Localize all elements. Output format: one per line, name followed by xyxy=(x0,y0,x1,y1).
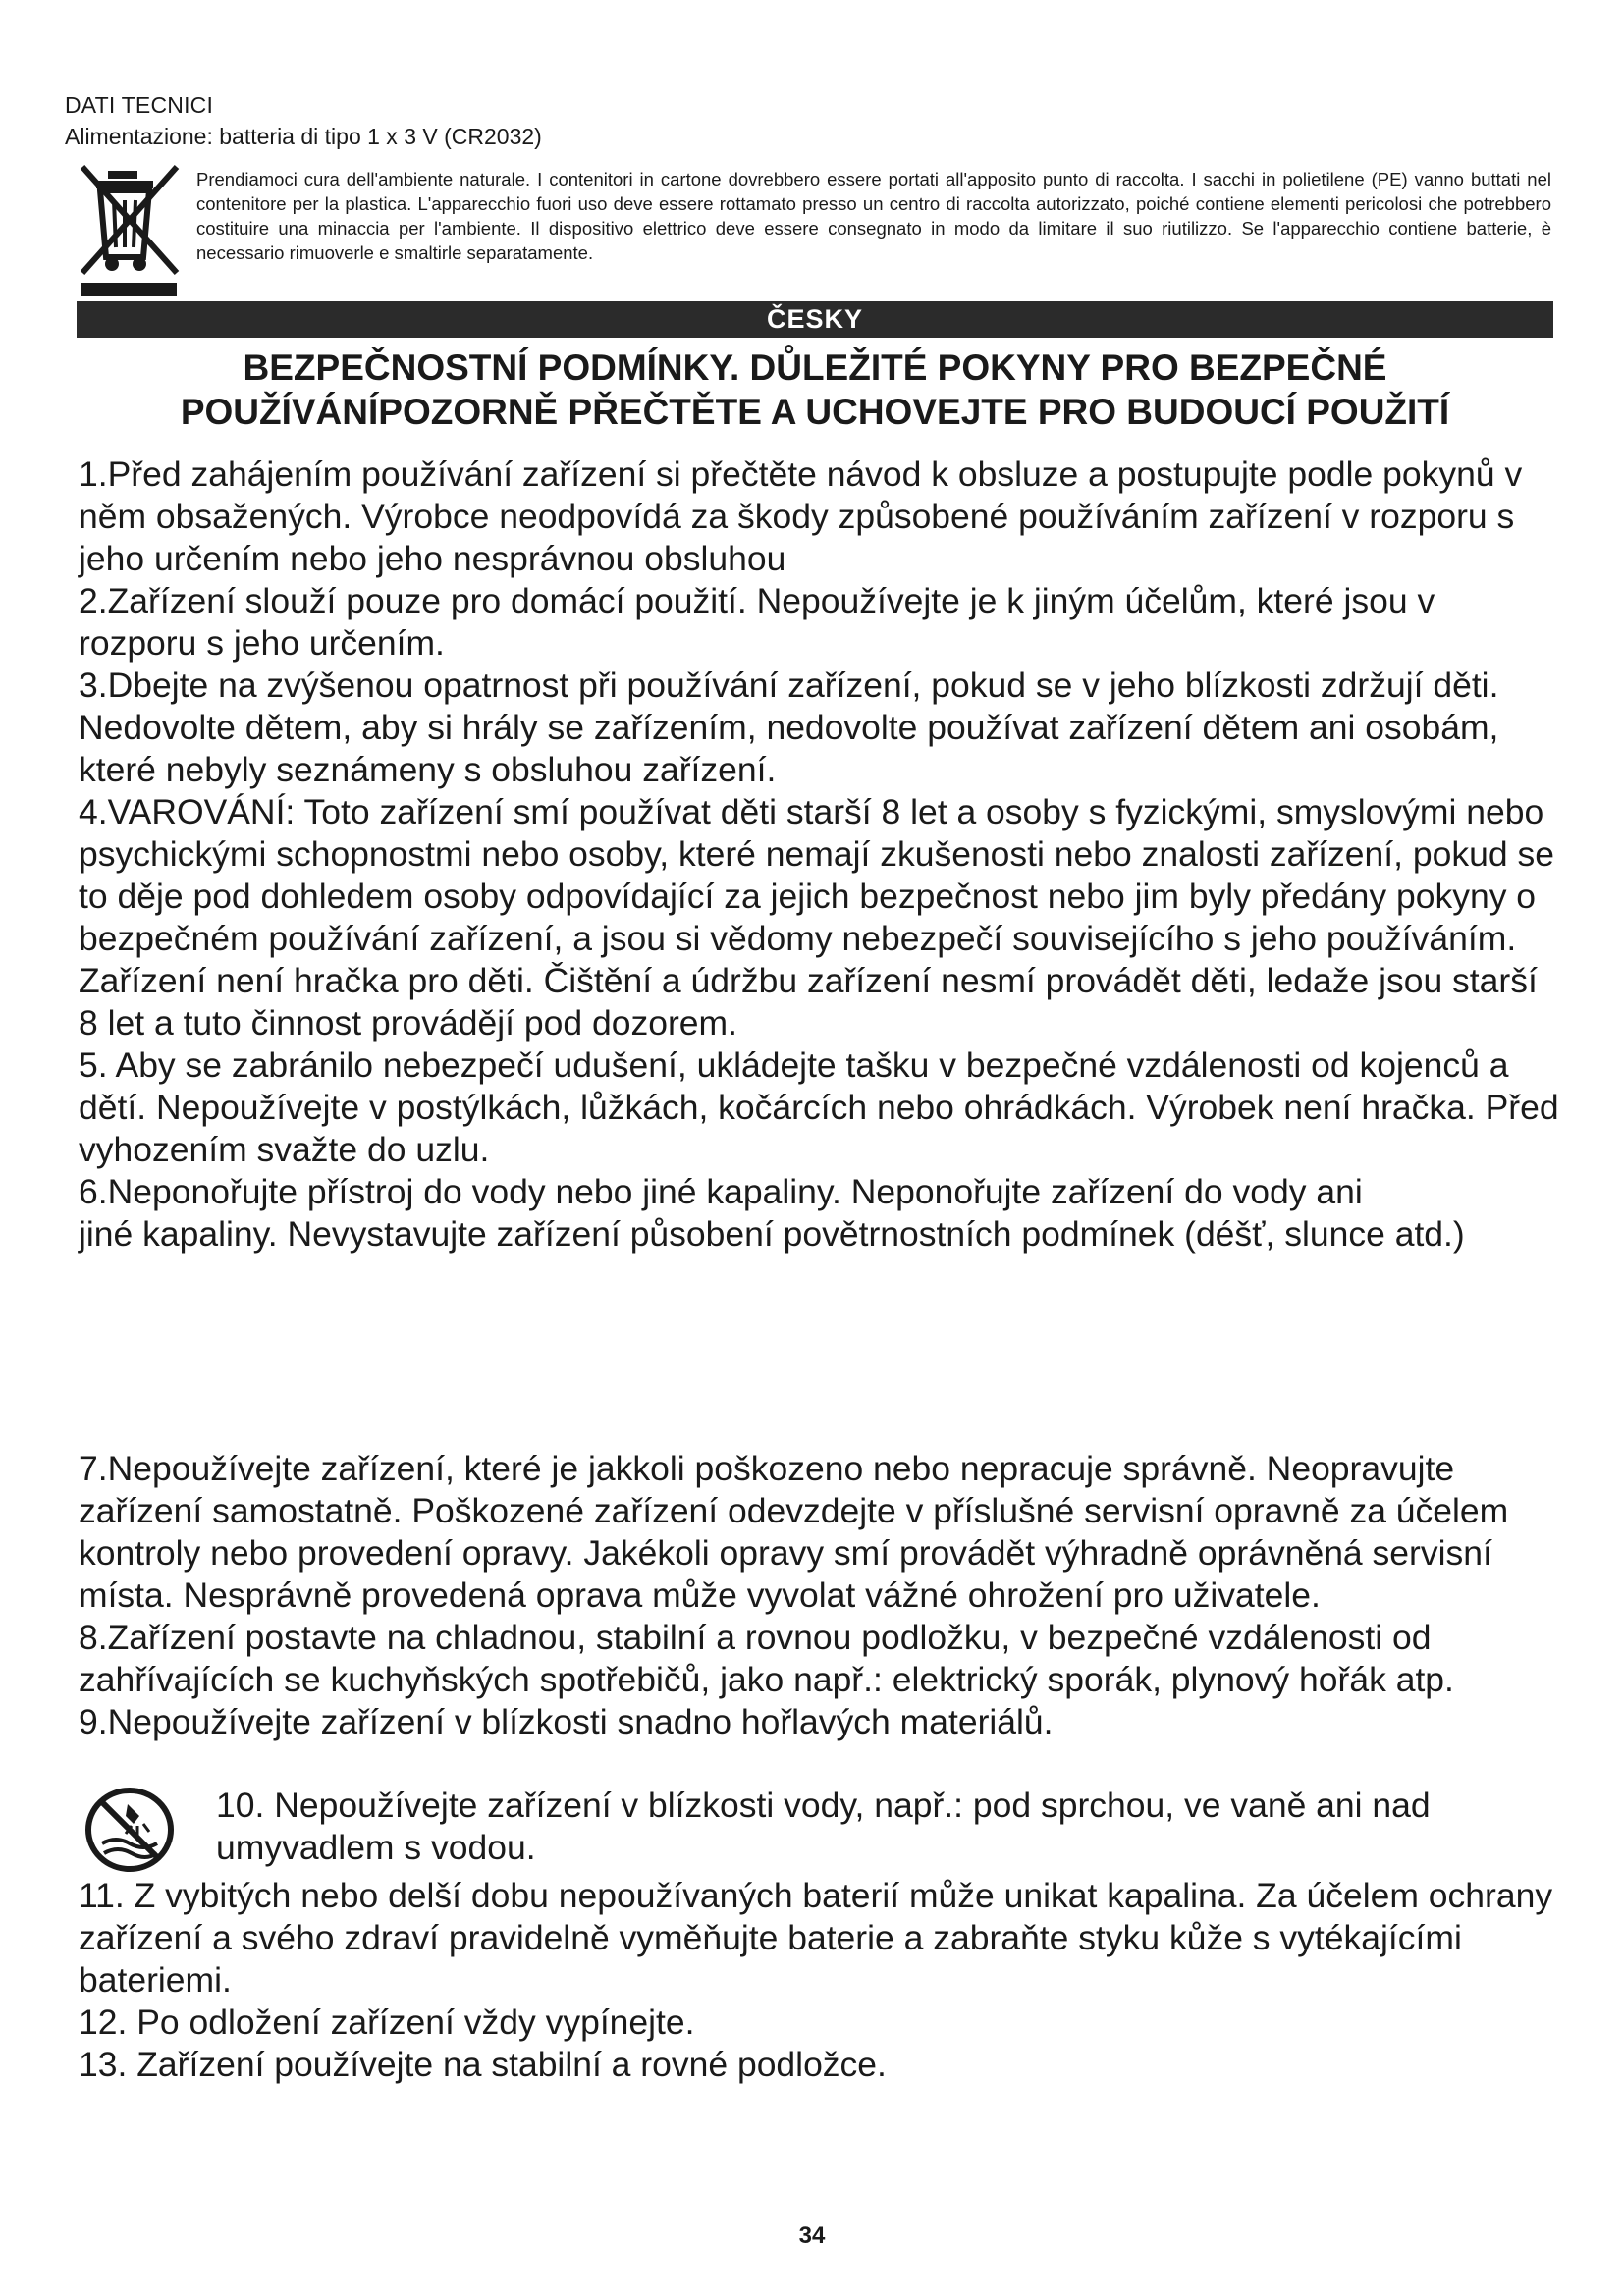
instructions-block-1 xyxy=(79,454,1561,1255)
tech-data-title: DATI TECNICI xyxy=(65,92,214,118)
language-section-bar: ČESKY xyxy=(77,301,1553,338)
power-supply-text: Alimentazione: batteria di tipo 1 x 3 V (CR2032) xyxy=(65,124,542,149)
instruction-item-with-icon xyxy=(79,1785,1561,1873)
instruction-item: jiné kapaliny. Nevystavujte zařízení působení povětrnostních podmínek (déšť, slunce atd.) xyxy=(79,1214,1465,1254)
disposal-notice: Prendiamoci cura dell'ambiente naturale. I contenitori in cartone dovrebbero essere portati all'apposito punto di raccolta. I sacchi in polietilene (PE) vanno buttati nel contenitore per la plastica. L'apparecchio fuori uso deve essere rottamato presso un centro di raccolta autorizzato, poiché contiene elementi pericolosi che potrebbero costituire una minaccia per l'ambiente. Il dispositivo elettrico deve essere consegnato in modo da limitare il suo riutilizzo. Se l'apparecchio contiene batterie, è necessario rimuoverle e smaltirle separatamente. xyxy=(196,169,1551,263)
instruction-item: 10. Nepoužívejte zařízení v blízkosti vody, např.: pod sprchou, ve vaně ani nad umyvadlem s vodou. xyxy=(216,1786,1431,1867)
instruction-item: 9.Nepoužívejte zařízení v blízkosti snadno hořlavých materiálů. xyxy=(79,1702,1054,1741)
safety-heading xyxy=(77,346,1553,434)
instruction-item: 8.Zařízení postavte na chladnou, stabilní a rovnou podložku, v bezpečné vzdálenosti od zahřívajících se kuchyňských spotřebičů, jako např.: elektrický sporák, plynový hořák atp. xyxy=(79,1618,1454,1699)
safety-heading-line-2: POUŽÍVÁNÍPOZORNĚ PŘEČTĚTE A UCHOVEJTE PRO BUDOUCÍ POUŽITÍ xyxy=(180,392,1450,432)
instruction-item: 6.Neponořujte přístroj do vody nebo jiné kapaliny. Neponořujte zařízení do vody ani xyxy=(79,1172,1363,1211)
instruction-item: 7.Nepoužívejte zařízení, které je jakkoli poškozeno nebo nepracuje správně. Neopravujte zařízení samostatně. Poškozené zařízení odevzdejte v příslušné servisní opravně za účelem kontroly nebo provedení opravy. Jakékoli opravy smí provádět výhradně oprávněná servisní místa. Nesprávně provedená oprava může vyvolat vážné ohrožení pro uživatele. xyxy=(79,1449,1509,1615)
no-water-near-icon xyxy=(82,1787,177,1873)
instruction-item: 5. Aby se zabránilo nebezpečí udušení, ukládejte tašku v bezpečné vzdálenosti od kojenců a dětí. Nepoužívejte v postýlkách, lůžkách, kočárcích nebo ohrádkách. Výrobek není hračka. Před vyhozením svažte do uzlu. xyxy=(79,1045,1559,1169)
page-number: 34 xyxy=(798,2222,826,2249)
safety-heading-line-1: BEZPEČNOSTNÍ PODMÍNKY. DŮLEŽITÉ POKYNY PRO BEZPEČNÉ xyxy=(243,347,1387,388)
instruction-item: 13. Zařízení používejte na stabilní a rovné podložce. xyxy=(79,2045,887,2084)
instruction-item: 3.Dbejte na zvýšenou opatrnost při používání zařízení, pokud se v jeho blízkosti zdržují děti. Nedovolte dětem, aby si hrály se zařízením, nedovolte používat zařízení dětem ani osobám, které nebyly seznámeny s obsluhou zařízení. xyxy=(79,666,1499,789)
instructions-block-2 xyxy=(79,1448,1561,1743)
instruction-item: 11. Z vybitých nebo delší dobu nepoužívaných baterií může unikat kapalina. Za účelem ochrany zařízení a svého zdraví pravidelně vyměňujte baterie a zabraňte styku kůže s vytékajícími bateriemi. xyxy=(79,1876,1553,2000)
instruction-item: 2.Zařízení slouží pouze pro domácí použití. Nepoužívejte je k jiným účelům, které jsou v rozporu s jeho určením. xyxy=(79,581,1435,663)
instruction-item: 4.VAROVÁNÍ: Toto zařízení smí používat děti starší 8 let a osoby s fyzickými, smyslovými nebo psychickými schopnostmi nebo osoby, které nemají zkušenosti nebo znalosti zařízení, pokud se to děje pod dohledem osoby odpovídající za jejich bezpečnost nebo jim byly předány pokyny o bezpečném používání zařízení, a jsou si vědomy nebezpečí souvisejícího s jeho používáním. Zařízení není hračka pro děti. Čištění a údržbu zařízení nesmí provádět děti, ledaže jsou starší 8 let a tuto činnost provádějí pod dozorem. xyxy=(79,792,1554,1042)
instruction-item: 12. Po odložení zařízení vždy vypínejte. xyxy=(79,2002,695,2042)
instruction-item: 1.Před zahájením používání zařízení si přečtěte návod k obsluze a postupujte podle pokynů v něm obsažených. Výrobce neodpovídá za škody způsobené používáním zařízení v rozporu s jeho určením nebo jeho nesprávnou obsluhou xyxy=(79,454,1523,578)
crossed-bin-icon xyxy=(79,163,181,300)
instructions-block-3 xyxy=(79,1875,1561,2086)
